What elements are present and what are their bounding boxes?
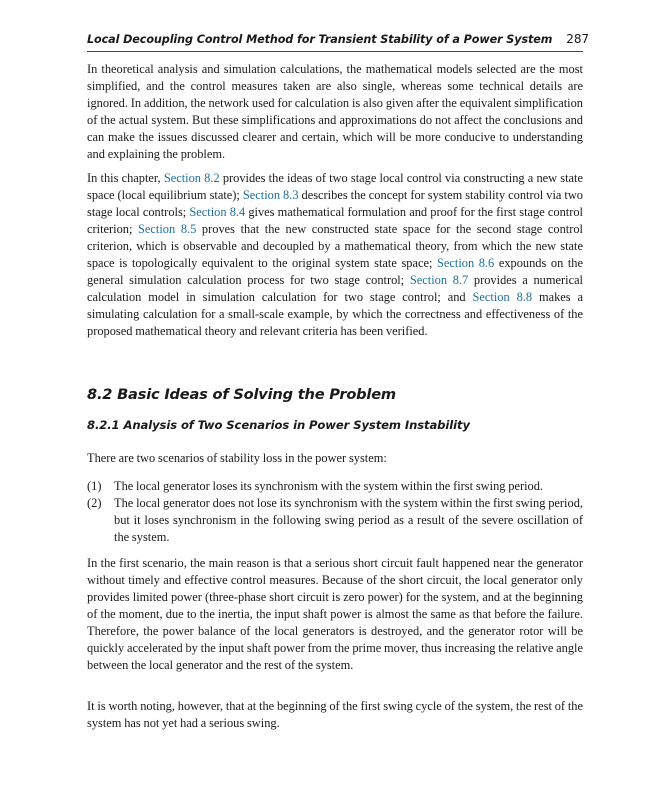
- section-link-8-5[interactable]: Section 8.5: [138, 222, 197, 236]
- intro-text: [87, 61, 583, 340]
- section-link-8-6[interactable]: Section 8.6: [436, 256, 495, 270]
- section-link-8-3[interactable]: Section 8.3: [242, 188, 299, 202]
- running-header: [87, 32, 589, 46]
- text-run: gives mathematical formulation and proof for the first stage control criterion;: [87, 205, 583, 236]
- running-title: Local Decoupling Control Method for Transient Stability of a Power System: [87, 33, 553, 46]
- text-run: describes the concept for system stability control via two stage local controls;: [87, 188, 583, 219]
- section-link-8-7[interactable]: Section 8.7: [409, 273, 469, 287]
- list-item-number: (1): [87, 479, 102, 493]
- section-link-8-4[interactable]: Section 8.4: [189, 205, 246, 219]
- first-scenario-block: [87, 555, 583, 674]
- intro-paragraph-1: In theoretical analysis and simulation calculations, the mathematical models selected are the most simplified, and the control measures taken are also single, whereas some technical details are ignored. In addition, the network used for calculation is also given after the equivalent simplification of the actual system. But these simplifications and approximations do not affect the conclusions and can make the issues discussed clearer and certain, which will be more conducive to understanding and explaining the problem.: [87, 62, 583, 161]
- scenarios-list: [87, 478, 583, 546]
- text-run: provides the ideas of two stage local control via constructing a new state space (local equilibrium state);: [87, 171, 583, 202]
- subsection-heading: 8.2.1 Analysis of Two Scenarios in Power System Instability: [87, 418, 470, 432]
- list-item-number: (2): [87, 496, 102, 510]
- page-number: 287: [566, 32, 589, 46]
- section-link-8-2[interactable]: Section 8.2: [163, 171, 220, 185]
- text-run: makes a simulating calculation for a small-scale example, by which the correctness and effectiveness of the proposed mathematical theory and relevant criteria has been verified.: [87, 290, 584, 338]
- list-item-text: The local generator does not lose its synchronism with the system within the first swing period, but it loses synchronism in the following swing period as a result of the severe oscillation of the system.: [114, 496, 583, 544]
- scenarios-lead: There are two scenarios of stability loss in the power system:: [87, 451, 387, 465]
- text-run: expounds on the general simulation calculation process for two stage control;: [87, 256, 583, 287]
- list-item: [87, 478, 583, 495]
- scenarios-lead-block: [87, 450, 583, 467]
- noting-paragraph: It is worth noting, however, that at the beginning of the first swing cycle of the system, the rest of the system has not yet had a serious swing.: [87, 699, 583, 730]
- noting-block: [87, 698, 583, 732]
- text-run: In this chapter,: [87, 171, 164, 185]
- list-item-text: The local generator loses its synchronism with the system within the first swing period.: [114, 479, 544, 493]
- text-run: provides a numerical calculation model in simulation calculation for two stage control; and: [87, 273, 584, 304]
- section-link-8-8[interactable]: Section 8.8: [472, 290, 533, 304]
- list-item: [87, 495, 583, 546]
- section-heading: 8.2 Basic Ideas of Solving the Problem: [87, 386, 396, 403]
- scenarios-list-block: [87, 478, 583, 546]
- text-run: proves that the new constructed state space for the second stage control criterion, which is observable and decoupled by a mathematical theory, from which the new state space is topologically equivalent to the original system state space;: [87, 222, 583, 270]
- header-rule: [87, 51, 583, 52]
- intro-paragraph-2: [87, 170, 583, 340]
- first-scenario-paragraph: In the first scenario, the main reason is that a serious short circuit fault happened near the generator without timely and effective control measures. Because of the short circuit, the local generator only provides limited power (three-phase short circuit is zero power) for the system, and at the beginning of the moment, due to the inertia, the input shaft power is almost the same as that before the failure. Therefore, the power balance of the local generators is destroyed, and the generator rotor will be quickly accelerated by the input shaft power from the prime mover, thus increasing the relative angle between the local generator and the rest of the system.: [87, 556, 583, 672]
